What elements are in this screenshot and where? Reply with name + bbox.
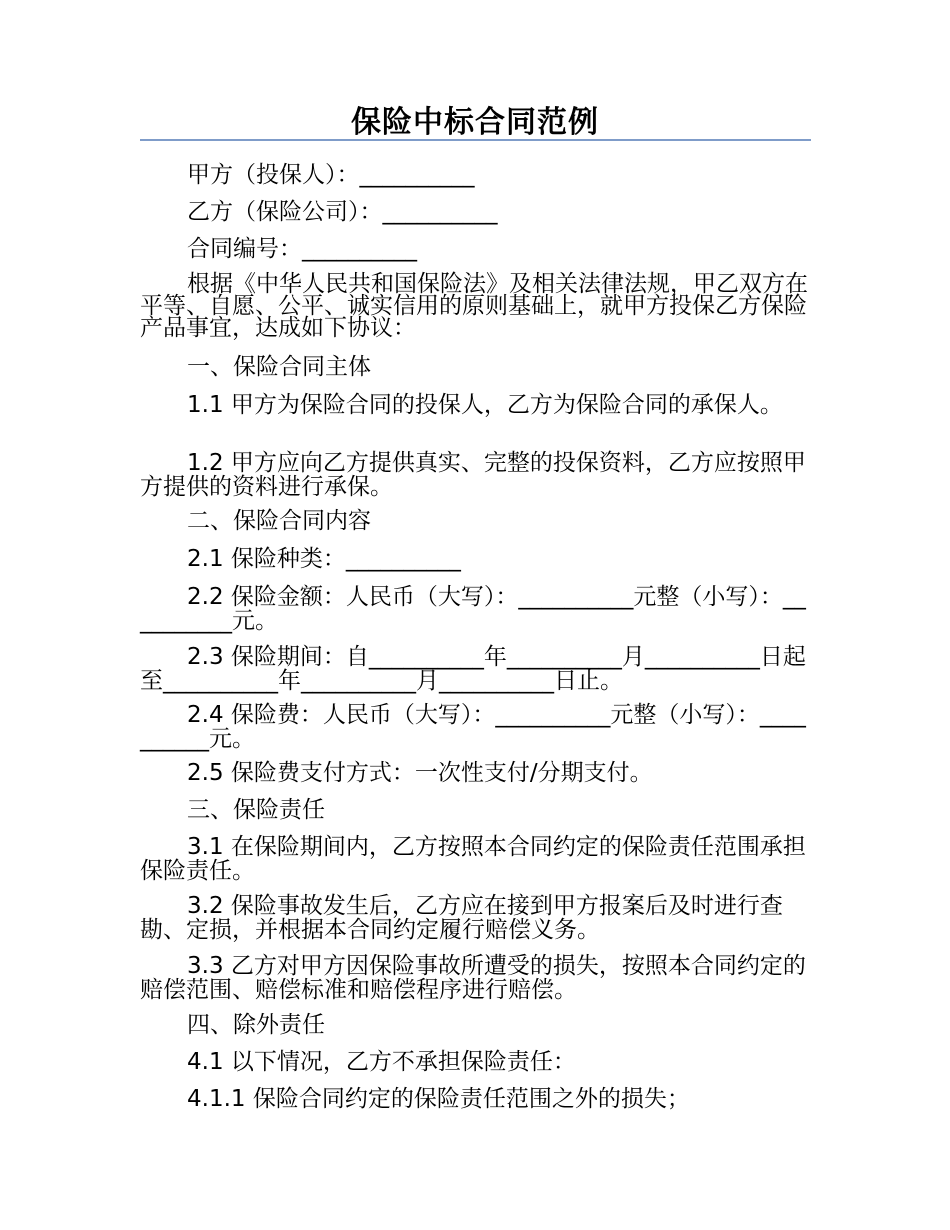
clause-3-1: 3.1 在保险期间内，乙方按照本合同约定的保险责任范围承担保险责任。 xyxy=(140,834,806,884)
clause-2-1: 2.1 保险种类：__________ xyxy=(187,546,461,572)
party-b-line: 乙方（保险公司）：__________ xyxy=(187,199,498,225)
clause-3-2: 3.2 保险事故发生后，乙方应在接到甲方报案后及时进行查勘、定损，并根据本合同约定履行赔偿义务。 xyxy=(140,893,783,943)
clause-4-1-1: 4.1.1 保险合同约定的保险责任范围之外的损失； xyxy=(187,1086,690,1112)
clause-3-3: 3.3 乙方对甲方因保险事故所遭受的损失，按照本合同约定的赔偿范围、赔偿标准和赔偿程序进行赔偿。 xyxy=(140,953,806,1003)
clause-2-5: 2.5 保险费支付方式：一次性支付/分期支付。 xyxy=(187,760,653,786)
clause-2-2: 2.2 保险金额：人民币（大写）：__________元整（小写）：__________元。 xyxy=(140,584,806,634)
contract-number-line: 合同编号：__________ xyxy=(187,236,417,262)
document-title: 保险中标合同范例 xyxy=(351,105,599,140)
clause-4-1: 4.1 以下情况，乙方不承担保险责任： xyxy=(187,1049,576,1075)
clause-1-2: 1.2 甲方应向乙方提供真实、完整的投保资料，乙方应按照甲方提供的资料进行承保。 xyxy=(140,450,806,500)
clause-1-1: 1.1 甲方为保险合同的投保人，乙方为保险合同的承保人。 xyxy=(187,392,783,418)
section-4-heading: 四、除外责任 xyxy=(187,1012,325,1038)
clause-2-3: 2.3 保险期间：自__________年__________月__________日起至__________年__________月__________日止。 xyxy=(140,644,806,694)
title-underline xyxy=(140,139,811,141)
preamble-paragraph: 根据《中华人民共和国保险法》及相关法律法规，甲乙双方在平等、自愿、公平、诚实信用的原则基础上，就甲方投保乙方保险产品事宜，达成如下协议： xyxy=(140,271,808,341)
section-3-heading: 三、保险责任 xyxy=(187,797,325,823)
section-2-heading: 二、保险合同内容 xyxy=(187,508,371,534)
section-1-heading: 一、保险合同主体 xyxy=(187,354,371,380)
party-a-line: 甲方（投保人）：__________ xyxy=(187,162,475,188)
clause-2-4: 2.4 保险费：人民币（大写）：__________元整（小写）：__________元。 xyxy=(140,702,806,752)
